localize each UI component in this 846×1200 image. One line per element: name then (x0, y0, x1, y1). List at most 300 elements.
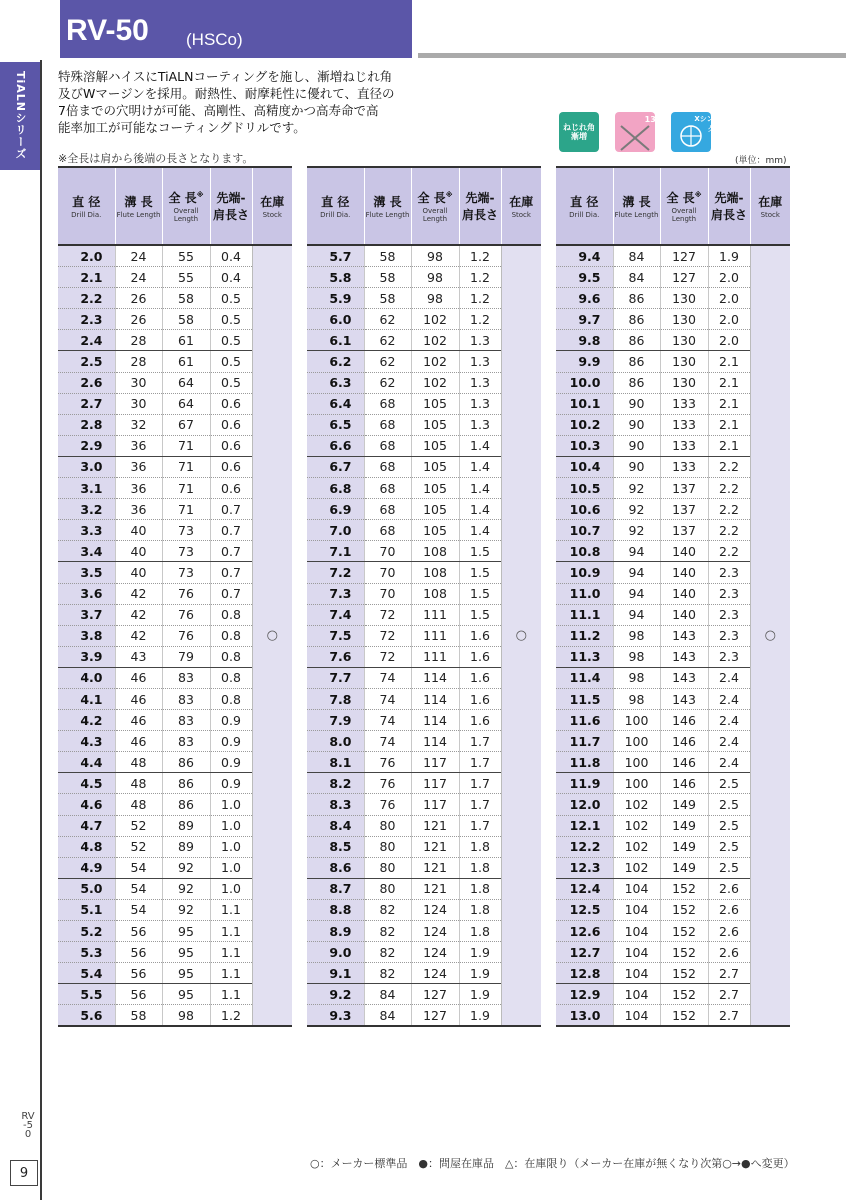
drill-dia-cell: 8.1 (307, 752, 364, 773)
flute-length-cell: 40 (115, 562, 162, 583)
drill-dia-cell: 11.3 (556, 646, 613, 667)
overall-length-cell: 89 (162, 836, 210, 857)
drill-dia-cell: 5.5 (58, 984, 115, 1005)
col-stock-ja: 在庫 (260, 195, 285, 209)
col-drill-dia-ja: 直 径 (321, 195, 350, 209)
drill-dia-cell: 6.8 (307, 478, 364, 499)
flute-length-cell: 90 (613, 456, 660, 477)
overall-length-cell: 105 (411, 478, 459, 499)
flute-length-cell: 56 (115, 921, 162, 942)
flute-length-cell: 82 (364, 963, 411, 984)
drill-dia-cell: 6.5 (307, 414, 364, 435)
flute-length-cell: 70 (364, 562, 411, 583)
drill-dia-cell: 11.2 (556, 625, 613, 646)
shoulder-length-cell: 2.2 (708, 541, 750, 562)
drill-dia-cell: 3.9 (58, 646, 115, 667)
col-drill-dia-en: Drill Dia. (569, 211, 600, 219)
flute-length-cell: 90 (613, 393, 660, 414)
overall-length-cell: 98 (162, 1005, 210, 1027)
col-stock (252, 167, 292, 245)
flute-length-cell: 98 (613, 646, 660, 667)
drill-dia-cell: 3.0 (58, 456, 115, 477)
drill-dia-cell: 3.4 (58, 541, 115, 562)
overall-length-cell: 76 (162, 625, 210, 646)
overall-length-cell: 86 (162, 773, 210, 794)
overall-length-cell: 121 (411, 815, 459, 836)
shoulder-length-cell: 1.0 (210, 857, 252, 878)
overall-length-cell: 108 (411, 562, 459, 583)
flute-length-cell: 94 (613, 583, 660, 604)
overall-length-cell: 130 (660, 288, 708, 309)
flute-length-cell: 36 (115, 435, 162, 456)
shoulder-length-cell: 1.1 (210, 899, 252, 920)
shoulder-length-cell: 0.9 (210, 752, 252, 773)
drill-dia-cell: 2.5 (58, 351, 115, 372)
drill-dia-cell: 10.0 (556, 372, 613, 393)
col-flute-length (364, 167, 411, 245)
col-stock-en: Stock (262, 211, 282, 219)
flute-length-cell: 46 (115, 688, 162, 709)
overall-length-cell: 98 (411, 267, 459, 288)
shoulder-length-cell: 1.6 (459, 688, 501, 709)
shoulder-length-cell: 0.7 (210, 583, 252, 604)
overall-length-cell: 121 (411, 878, 459, 899)
point-angle-icon-label: 135° (644, 115, 666, 124)
drill-dia-cell: 7.0 (307, 520, 364, 541)
shoulder-length-cell: 1.2 (459, 288, 501, 309)
overall-length-cell: 130 (660, 351, 708, 372)
flute-length-cell: 80 (364, 857, 411, 878)
shoulder-length-cell: 2.2 (708, 456, 750, 477)
shoulder-length-cell: 0.7 (210, 562, 252, 583)
drill-dia-cell: 12.3 (556, 857, 613, 878)
flute-length-cell: 68 (364, 456, 411, 477)
overall-length-cell: 95 (162, 921, 210, 942)
shoulder-length-cell: 2.2 (708, 499, 750, 520)
shoulder-length-cell: 1.5 (459, 562, 501, 583)
drill-dia-cell: 3.6 (58, 583, 115, 604)
flute-length-cell: 62 (364, 372, 411, 393)
description-line: 7倍までの穴明けが可能、高剛性、高精度かつ高寿命で高 (58, 103, 379, 118)
col-drill-dia (307, 167, 364, 245)
flute-length-cell: 48 (115, 794, 162, 815)
series-side-tab-label: TiALNシリーズ (14, 71, 27, 161)
flute-length-cell: 92 (613, 478, 660, 499)
shoulder-length-cell: 1.8 (459, 899, 501, 920)
shoulder-length-cell: 2.5 (708, 794, 750, 815)
drill-dia-cell: 2.3 (58, 309, 115, 330)
overall-length-cell: 127 (660, 267, 708, 288)
drill-dia-cell: 9.4 (556, 245, 613, 267)
product-model: RV-50 (66, 14, 149, 47)
overall-length-cell: 152 (660, 921, 708, 942)
shoulder-length-cell: 1.7 (459, 752, 501, 773)
overall-length-cell: 146 (660, 773, 708, 794)
overall-length-cell: 92 (162, 899, 210, 920)
drill-dia-cell: 3.3 (58, 520, 115, 541)
overall-length-cell: 130 (660, 330, 708, 351)
drill-dia-cell: 11.7 (556, 731, 613, 752)
overall-length-cell: 105 (411, 499, 459, 520)
flute-length-cell: 62 (364, 351, 411, 372)
overall-length-cell: 152 (660, 899, 708, 920)
flute-length-cell: 102 (613, 836, 660, 857)
shoulder-length-cell: 1.8 (459, 921, 501, 942)
shoulder-length-cell: 1.6 (459, 710, 501, 731)
flute-length-cell: 36 (115, 478, 162, 499)
flute-length-cell: 86 (613, 309, 660, 330)
drill-dia-cell: 13.0 (556, 1005, 613, 1027)
shoulder-length-cell: 1.4 (459, 520, 501, 541)
flute-length-cell: 80 (364, 815, 411, 836)
overall-length-cell: 95 (162, 942, 210, 963)
col-point-shoulder-ja2: 肩長さ (212, 208, 249, 222)
flute-length-cell: 102 (613, 815, 660, 836)
drill-dia-cell: 7.2 (307, 562, 364, 583)
shoulder-length-cell: 1.7 (459, 815, 501, 836)
shoulder-length-cell: 0.7 (210, 520, 252, 541)
header-row (556, 167, 790, 245)
shoulder-length-cell: 2.3 (708, 625, 750, 646)
shoulder-length-cell: 1.5 (459, 604, 501, 625)
drill-dia-cell: 5.7 (307, 245, 364, 267)
drill-dia-cell: 4.8 (58, 836, 115, 857)
drill-dia-cell: 9.9 (556, 351, 613, 372)
flute-length-cell: 24 (115, 267, 162, 288)
flute-length-cell: 58 (364, 245, 411, 267)
overall-length-cell: 111 (411, 625, 459, 646)
shoulder-length-cell: 2.3 (708, 583, 750, 604)
drill-dia-cell: 6.7 (307, 456, 364, 477)
overall-length-cell: 105 (411, 393, 459, 414)
flute-length-cell: 86 (613, 372, 660, 393)
flute-length-cell: 82 (364, 899, 411, 920)
shoulder-length-cell: 0.9 (210, 710, 252, 731)
drill-dia-cell: 2.0 (58, 245, 115, 267)
flute-length-cell: 94 (613, 562, 660, 583)
shoulder-length-cell: 0.9 (210, 731, 252, 752)
product-material: (HSCo) (186, 30, 243, 49)
drill-dia-cell: 4.4 (58, 752, 115, 773)
shoulder-length-cell: 0.5 (210, 309, 252, 330)
col-drill-dia-ja: 直 径 (72, 195, 101, 209)
col-point-shoulder-ja1: 先端- (465, 191, 495, 205)
overall-length-cell: 105 (411, 520, 459, 541)
drill-dia-cell: 8.3 (307, 794, 364, 815)
drill-dia-cell: 8.6 (307, 857, 364, 878)
flute-length-cell: 46 (115, 667, 162, 688)
shoulder-length-cell: 0.5 (210, 372, 252, 393)
shoulder-length-cell: 2.0 (708, 330, 750, 351)
table-row (58, 245, 292, 267)
drill-dia-cell: 10.8 (556, 541, 613, 562)
shoulder-length-cell: 2.3 (708, 562, 750, 583)
drill-dia-cell: 12.4 (556, 878, 613, 899)
drill-dia-cell: 12.1 (556, 815, 613, 836)
drill-dia-cell: 5.9 (307, 288, 364, 309)
drill-dia-cell: 11.5 (556, 688, 613, 709)
drill-dia-cell: 9.5 (556, 267, 613, 288)
shoulder-length-cell: 0.8 (210, 646, 252, 667)
drill-dia-cell: 8.9 (307, 921, 364, 942)
drill-dia-cell: 4.1 (58, 688, 115, 709)
flute-length-cell: 28 (115, 330, 162, 351)
shoulder-length-cell: 2.7 (708, 984, 750, 1005)
shoulder-length-cell: 1.1 (210, 984, 252, 1005)
overall-length-cell: 61 (162, 330, 210, 351)
shoulder-length-cell: 1.9 (459, 963, 501, 984)
drill-dia-cell: 6.6 (307, 435, 364, 456)
shoulder-length-cell: 0.8 (210, 688, 252, 709)
overall-length-cell: 58 (162, 288, 210, 309)
drill-dia-cell: 3.8 (58, 625, 115, 646)
drill-dia-cell: 4.3 (58, 731, 115, 752)
flute-length-cell: 72 (364, 625, 411, 646)
drill-dia-cell: 11.8 (556, 752, 613, 773)
flute-length-cell: 104 (613, 963, 660, 984)
flute-length-cell: 42 (115, 583, 162, 604)
header-rule (418, 53, 846, 58)
overall-length-cell: 121 (411, 857, 459, 878)
drill-dia-cell: 5.1 (58, 899, 115, 920)
overall-length-cell: 71 (162, 478, 210, 499)
col-overall-mark: ※ (445, 191, 453, 199)
shoulder-length-cell: 1.2 (459, 245, 501, 267)
drill-dia-cell: 5.8 (307, 267, 364, 288)
flute-length-cell: 90 (613, 414, 660, 435)
col-flute-length-ja: 溝 長 (124, 195, 153, 209)
col-overall-length (660, 167, 708, 245)
overall-length-cell: 143 (660, 625, 708, 646)
drill-dia-cell: 12.5 (556, 899, 613, 920)
shoulder-length-cell: 2.6 (708, 899, 750, 920)
side-rule (40, 60, 42, 1200)
overall-length-cell: 58 (162, 309, 210, 330)
unit-label: (単位：mm) (735, 156, 787, 166)
shoulder-length-cell: 1.7 (459, 731, 501, 752)
overall-length-cell: 71 (162, 435, 210, 456)
shoulder-length-cell: 1.4 (459, 478, 501, 499)
drill-dia-cell: 7.3 (307, 583, 364, 604)
twist-angle-icon-label: ねじれ角 漸増 (563, 123, 595, 141)
col-overall-mark: ※ (196, 191, 204, 199)
overall-length-cell: 149 (660, 794, 708, 815)
col-flute-length-en: Flute Length (116, 211, 161, 219)
drill-dia-cell: 8.2 (307, 773, 364, 794)
flute-length-cell: 24 (115, 245, 162, 267)
shoulder-length-cell: 1.9 (459, 984, 501, 1005)
col-drill-dia-en: Drill Dia. (320, 211, 351, 219)
shoulder-length-cell: 1.1 (210, 963, 252, 984)
length-note: ※全長は肩から後端の長さとなります。 (58, 152, 254, 165)
flute-length-cell: 98 (613, 625, 660, 646)
shoulder-length-cell: 1.6 (459, 646, 501, 667)
overall-length-cell: 140 (660, 604, 708, 625)
drill-dia-cell: 5.6 (58, 1005, 115, 1027)
overall-length-cell: 102 (411, 372, 459, 393)
drill-dia-cell: 2.2 (58, 288, 115, 309)
shoulder-length-cell: 0.7 (210, 499, 252, 520)
flute-length-cell: 76 (364, 794, 411, 815)
shoulder-length-cell: 0.8 (210, 667, 252, 688)
flute-length-cell: 84 (364, 984, 411, 1005)
flute-length-cell: 26 (115, 288, 162, 309)
drill-dia-cell: 12.9 (556, 984, 613, 1005)
shoulder-length-cell: 2.3 (708, 604, 750, 625)
flute-length-cell: 46 (115, 710, 162, 731)
drill-dia-cell: 4.6 (58, 794, 115, 815)
col-flute-length-en: Flute Length (365, 211, 410, 219)
overall-length-cell: 83 (162, 667, 210, 688)
overall-length-cell: 143 (660, 667, 708, 688)
flute-length-cell: 58 (364, 267, 411, 288)
shoulder-length-cell: 2.1 (708, 372, 750, 393)
shoulder-length-cell: 2.4 (708, 688, 750, 709)
flute-length-cell: 82 (364, 942, 411, 963)
overall-length-cell: 124 (411, 921, 459, 942)
shoulder-length-cell: 1.8 (459, 857, 501, 878)
shoulder-length-cell: 0.7 (210, 541, 252, 562)
overall-length-cell: 127 (660, 245, 708, 267)
drill-dia-cell: 4.7 (58, 815, 115, 836)
col-flute-length (613, 167, 660, 245)
drill-dia-cell: 2.6 (58, 372, 115, 393)
col-drill-dia (58, 167, 115, 245)
flute-length-cell: 52 (115, 836, 162, 857)
shoulder-length-cell: 1.0 (210, 878, 252, 899)
shoulder-length-cell: 2.2 (708, 520, 750, 541)
overall-length-cell: 146 (660, 752, 708, 773)
flute-length-cell: 84 (613, 267, 660, 288)
overall-length-cell: 95 (162, 963, 210, 984)
flute-length-cell: 52 (115, 815, 162, 836)
flute-length-cell: 104 (613, 899, 660, 920)
drill-dia-cell: 8.4 (307, 815, 364, 836)
flute-length-cell: 100 (613, 752, 660, 773)
overall-length-cell: 152 (660, 942, 708, 963)
shoulder-length-cell: 2.4 (708, 667, 750, 688)
col-point-shoulder (459, 167, 501, 245)
drill-dia-cell: 8.0 (307, 731, 364, 752)
overall-length-cell: 105 (411, 414, 459, 435)
flute-length-cell: 40 (115, 520, 162, 541)
overall-length-cell: 152 (660, 963, 708, 984)
drill-dia-cell: 6.2 (307, 351, 364, 372)
flute-length-cell: 43 (115, 646, 162, 667)
flute-length-cell: 56 (115, 942, 162, 963)
flute-length-cell: 104 (613, 878, 660, 899)
footer-code: RV-50 (21, 1111, 35, 1140)
overall-length-cell: 149 (660, 836, 708, 857)
overall-length-cell: 130 (660, 309, 708, 330)
flute-length-cell: 104 (613, 942, 660, 963)
drill-dia-cell: 12.0 (556, 794, 613, 815)
point-angle-icon (615, 112, 666, 152)
flute-length-cell: 68 (364, 520, 411, 541)
shoulder-length-cell: 1.8 (459, 836, 501, 857)
flute-length-cell: 42 (115, 625, 162, 646)
drill-dia-cell: 5.0 (58, 878, 115, 899)
description-line: 及びWマージンを採用。耐熱性、耐摩耗性に優れて、直径の (58, 86, 395, 101)
flute-length-cell: 58 (364, 288, 411, 309)
spec-table-1 (58, 166, 292, 1027)
col-overall-mark: ※ (694, 191, 702, 199)
overall-length-cell: 152 (660, 984, 708, 1005)
overall-length-cell: 86 (162, 794, 210, 815)
overall-length-cell: 71 (162, 456, 210, 477)
col-overall-length-ja: 全 長 (168, 191, 197, 205)
shoulder-length-cell: 1.0 (210, 794, 252, 815)
overall-length-cell: 61 (162, 351, 210, 372)
flute-length-cell: 76 (364, 773, 411, 794)
drill-dia-cell: 6.3 (307, 372, 364, 393)
overall-length-cell: 76 (162, 583, 210, 604)
overall-length-cell: 137 (660, 478, 708, 499)
shoulder-length-cell: 1.3 (459, 372, 501, 393)
drill-dia-cell: 3.1 (58, 478, 115, 499)
shoulder-length-cell: 1.9 (459, 942, 501, 963)
flute-length-cell: 68 (364, 478, 411, 499)
drill-dia-cell: 7.9 (307, 710, 364, 731)
overall-length-cell: 114 (411, 731, 459, 752)
shoulder-length-cell: 1.3 (459, 351, 501, 372)
drill-dia-cell: 3.7 (58, 604, 115, 625)
shoulder-length-cell: 2.1 (708, 351, 750, 372)
drill-dia-cell: 9.0 (307, 942, 364, 963)
overall-length-cell: 124 (411, 942, 459, 963)
flute-length-cell: 28 (115, 351, 162, 372)
overall-length-cell: 146 (660, 710, 708, 731)
drill-dia-cell: 5.3 (58, 942, 115, 963)
shoulder-length-cell: 2.1 (708, 435, 750, 456)
shoulder-length-cell: 1.8 (459, 878, 501, 899)
shoulder-length-cell: 2.6 (708, 921, 750, 942)
flute-length-cell: 100 (613, 773, 660, 794)
drill-dia-cell: 10.6 (556, 499, 613, 520)
overall-length-cell: 98 (411, 245, 459, 267)
drill-dia-cell: 9.3 (307, 1005, 364, 1027)
col-flute-length-ja: 溝 長 (622, 195, 651, 209)
shoulder-length-cell: 2.7 (708, 963, 750, 984)
overall-length-cell: 127 (411, 984, 459, 1005)
flute-length-cell: 56 (115, 963, 162, 984)
shoulder-length-cell: 1.3 (459, 414, 501, 435)
drill-dia-cell: 9.7 (556, 309, 613, 330)
shoulder-length-cell: 2.0 (708, 288, 750, 309)
overall-length-cell: 143 (660, 688, 708, 709)
overall-length-cell: 102 (411, 351, 459, 372)
overall-length-cell: 67 (162, 414, 210, 435)
shoulder-length-cell: 0.4 (210, 267, 252, 288)
shoulder-length-cell: 1.3 (459, 393, 501, 414)
flute-length-cell: 74 (364, 667, 411, 688)
overall-length-cell: 146 (660, 731, 708, 752)
shoulder-length-cell: 0.6 (210, 435, 252, 456)
overall-length-cell: 105 (411, 456, 459, 477)
flute-length-cell: 102 (613, 794, 660, 815)
col-point-shoulder-ja2: 肩長さ (710, 208, 747, 222)
shoulder-length-cell: 1.5 (459, 583, 501, 604)
overall-length-cell: 117 (411, 773, 459, 794)
shoulder-length-cell: 2.1 (708, 393, 750, 414)
flute-length-cell: 68 (364, 499, 411, 520)
flute-length-cell: 42 (115, 604, 162, 625)
drill-dia-cell: 10.9 (556, 562, 613, 583)
drill-dia-cell: 3.2 (58, 499, 115, 520)
flute-length-cell: 36 (115, 456, 162, 477)
overall-length-cell: 149 (660, 815, 708, 836)
overall-length-cell: 55 (162, 267, 210, 288)
